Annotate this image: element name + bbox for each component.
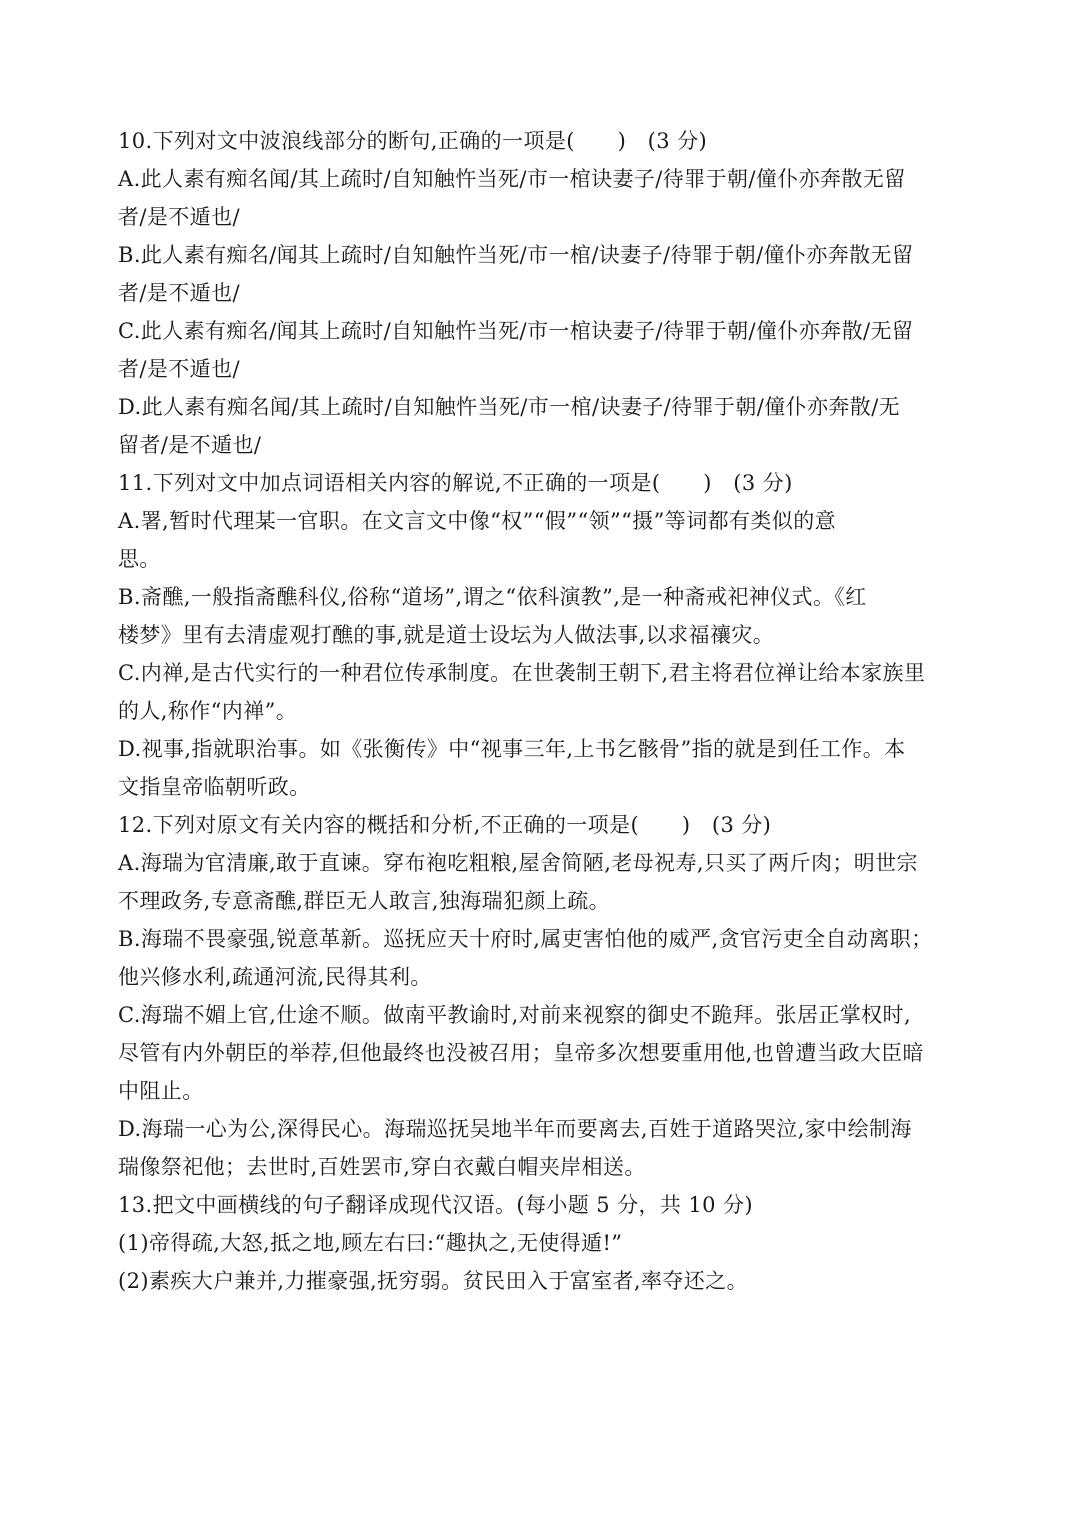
option-11a-line-2: 思。: [118, 547, 161, 571]
option-12c-line-2: 尽管有内外朝臣的举荐,但他最终也没被召用；皇帝多次想要重用他,也曾遭当政大臣暗: [118, 1041, 924, 1065]
option-10c-line-1: C.此人素有痴名/闻其上疏时/自知触忤当死/市一棺诀妻子/待罪于朝/僮仆亦奔散/无留: [118, 319, 914, 343]
option-12c-line-3: 中阻止。: [118, 1079, 204, 1103]
question-13-stem: 13.把文中画横线的句子翻译成现代汉语。(每小题 5 分，共 10 分): [118, 1193, 753, 1217]
question-13-item-1: (1)帝得疏,大怒,抵之地,顾左右曰:“趣执之,无使得遁!”: [118, 1231, 623, 1255]
question-12-stem: 12.下列对原文有关内容的概括和分析,不正确的一项是( ) (3 分): [118, 813, 772, 837]
option-10b-line-1: B.此人素有痴名/闻其上疏时/自知触忤当死/市一棺/诀妻子/待罪于朝/僮仆亦奔散无留: [118, 243, 914, 267]
option-11d-line-1: D.视事,指就职治事。如《张衡传》中“视事三年,上书乞骸骨”指的就是到任工作。本: [118, 737, 906, 761]
option-12d-line-1: D.海瑞一心为公,深得民心。海瑞巡抚吴地半年而要离去,百姓于道路哭泣,家中绘制海: [118, 1117, 912, 1141]
option-11b-line-1: B.斋醮,一般指斋醮科仪,俗称“道场”,谓之“依科演教”,是一种斋戒祀神仪式。《红: [118, 585, 867, 609]
question-text-block: [118, 122, 958, 1300]
option-12b-line-2: 他兴修水利,疏通河流,民得其利。: [118, 965, 432, 989]
option-12b-line-1: B.海瑞不畏豪强,锐意革新。巡抚应天十府时,属吏害怕他的威严,贪官污吏全自动离职；: [118, 927, 933, 951]
option-12c-line-1: C.海瑞不媚上官,仕途不顺。做南平教谕时,对前来视察的御史不跪拜。张居正掌权时,: [118, 1003, 912, 1027]
option-10a-line-1: A.此人素有痴名闻/其上疏时/自知触忤当死/市一棺诀妻子/待罪于朝/僮仆亦奔散无留: [118, 167, 906, 191]
option-11d-line-2: 文指皇帝临朝听政。: [118, 775, 311, 799]
option-11a-line-1: A.署,暂时代理某一官职。在文言文中像“权”“假”“领”“摄”等词都有类似的意: [118, 509, 836, 533]
option-11c-line-2: 的人,称作“内禅”。: [118, 699, 298, 723]
question-10-stem: 10.下列对文中波浪线部分的断句,正确的一项是( ) (3 分): [118, 129, 708, 153]
option-10d-line-2: 留者/是不遁也/: [118, 433, 262, 457]
option-10b-line-2: 者/是不遁也/: [118, 281, 240, 305]
option-12a-line-2: 不理政务,专意斋醮,群臣无人敢言,独海瑞犯颜上疏。: [118, 889, 611, 913]
option-10d-line-1: D.此人素有痴名闻/其上疏时/自知触忤当死/市一棺/诀妻子/待罪于朝/僮仆亦奔散/无: [118, 395, 901, 419]
question-11-stem: 11.下列对文中加点词语相关内容的解说,不正确的一项是( ) (3 分): [118, 471, 793, 495]
option-12d-line-2: 瑞像祭祀他；去世时,百姓罢市,穿白衣戴白帽夹岸相送。: [118, 1155, 646, 1179]
question-13-item-2: (2)素疾大户兼并,力摧豪强,抚穷弱。贫民田入于富室者,率夺还之。: [118, 1269, 748, 1293]
option-12a-line-1: A.海瑞为官清廉,敢于直谏。穿布袍吃粗粮,屋舍简陋,老母祝寿,只买了两斤肉；明世宗: [118, 851, 918, 875]
option-10a-line-2: 者/是不遁也/: [118, 205, 240, 229]
option-10c-line-2: 者/是不遁也/: [118, 357, 240, 381]
option-11c-line-1: C.内禅,是古代实行的一种君位传承制度。在世袭制王朝下,君主将君位禅让给本家族里: [118, 661, 926, 685]
option-11b-line-2: 楼梦》里有去清虚观打醮的事,就是道士设坛为人做法事,以求福禳灾。: [118, 623, 775, 647]
